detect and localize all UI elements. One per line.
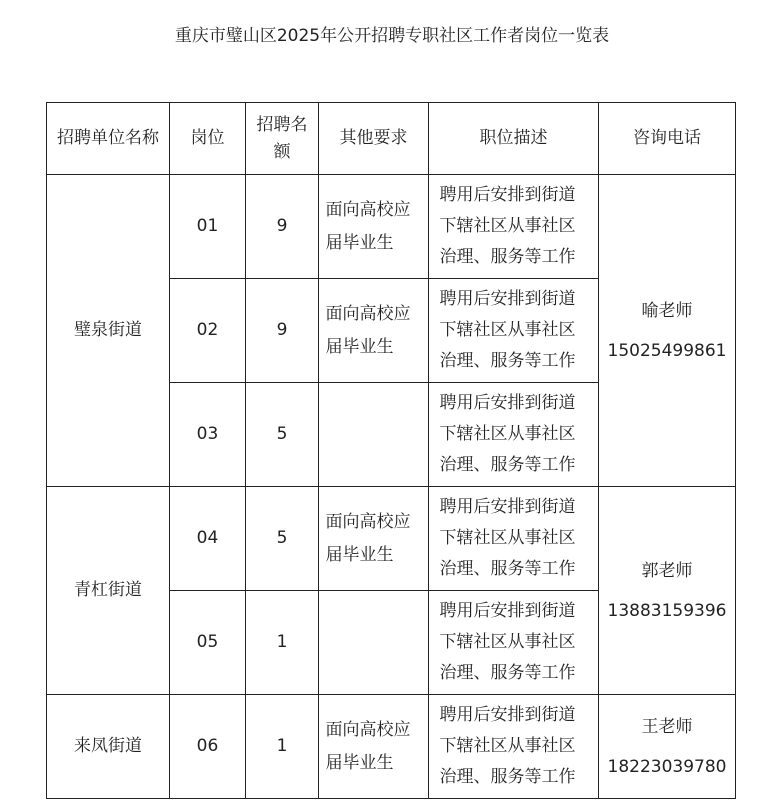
description-text: 聘用后安排到街道下辖社区从事社区治理、服务等工作 [439,185,576,267]
unit-cell [47,695,170,799]
header-contact-label: 咨询电话 [633,128,701,148]
contact-name: 喻老师 [641,300,693,321]
unit-cell [47,175,170,487]
table-row [47,487,736,591]
post-cell [170,383,246,487]
requirement-cell [319,487,429,591]
quota-cell [246,279,319,383]
header-unit [47,103,170,175]
description-cell [429,487,599,591]
post-code: 05 [196,632,219,652]
description-cell [429,279,599,383]
header-post [170,103,246,175]
quota-value: 5 [276,528,288,548]
page-title: 重庆市璧山区2025年公开招聘专职社区工作者岗位一览表 [174,26,610,46]
post-cell [170,175,246,279]
post-code: 02 [196,320,219,340]
description-cell [429,175,599,279]
post-cell [170,279,246,383]
post-code: 04 [196,528,219,548]
quota-value: 1 [276,736,288,756]
header-post-label: 岗位 [190,128,225,148]
post-code: 01 [196,216,219,236]
quota-value: 1 [276,632,288,652]
header-quota [246,103,319,175]
contact-phone: 13883159396 [607,600,727,621]
contact-name: 王老师 [641,716,693,737]
quota-cell [246,175,319,279]
table-row [47,175,736,279]
header-unit-label: 招聘单位名称 [57,128,159,148]
description-text: 聘用后安排到街道下辖社区从事社区治理、服务等工作 [439,497,576,579]
contact-name: 郭老师 [641,560,693,581]
header-contact [599,103,736,175]
unit-name: 青杠街道 [74,580,142,600]
post-cell [170,695,246,799]
description-text: 聘用后安排到街道下辖社区从事社区治理、服务等工作 [439,289,576,371]
requirement-cell [319,279,429,383]
post-code: 06 [196,736,219,756]
header-quota-label: 招聘名额 [256,114,308,162]
table-row [47,695,736,799]
requirement-text: 面向高校应届毕业生 [325,511,411,565]
requirement-cell [319,175,429,279]
unit-cell [47,487,170,695]
description-text: 聘用后安排到街道下辖社区从事社区治理、服务等工作 [439,601,576,683]
header-description [429,103,599,175]
contact-phone: 18223039780 [607,756,727,777]
description-cell [429,695,599,799]
header-requirement [319,103,429,175]
contact-phone: 15025499861 [607,340,727,361]
quota-value: 5 [276,424,288,444]
unit-name: 璧泉街道 [74,320,142,340]
post-code: 03 [196,424,219,444]
quota-cell [246,487,319,591]
unit-name: 来凤街道 [74,736,142,756]
requirement-text: 面向高校应届毕业生 [325,719,411,773]
description-cell [429,383,599,487]
quota-cell [246,383,319,487]
quota-cell [246,695,319,799]
table-header-row [47,103,736,175]
requirement-text: 面向高校应届毕业生 [325,303,411,357]
description-cell [429,591,599,695]
contact-cell [599,487,736,695]
description-text: 聘用后安排到街道下辖社区从事社区治理、服务等工作 [439,705,576,787]
quota-cell [246,591,319,695]
contact-cell [599,175,736,487]
header-description-label: 职位描述 [479,128,548,148]
recruitment-table [46,102,736,799]
contact-cell [599,695,736,799]
requirement-cell [319,695,429,799]
post-cell [170,591,246,695]
description-text: 聘用后安排到街道下辖社区从事社区治理、服务等工作 [439,393,576,475]
requirement-text: 面向高校应届毕业生 [325,199,411,253]
quota-value: 9 [276,216,288,236]
requirement-cell [319,383,429,487]
post-cell [170,487,246,591]
requirement-cell [319,591,429,695]
header-requirement-label: 其他要求 [339,128,408,148]
quota-value: 9 [276,320,288,340]
